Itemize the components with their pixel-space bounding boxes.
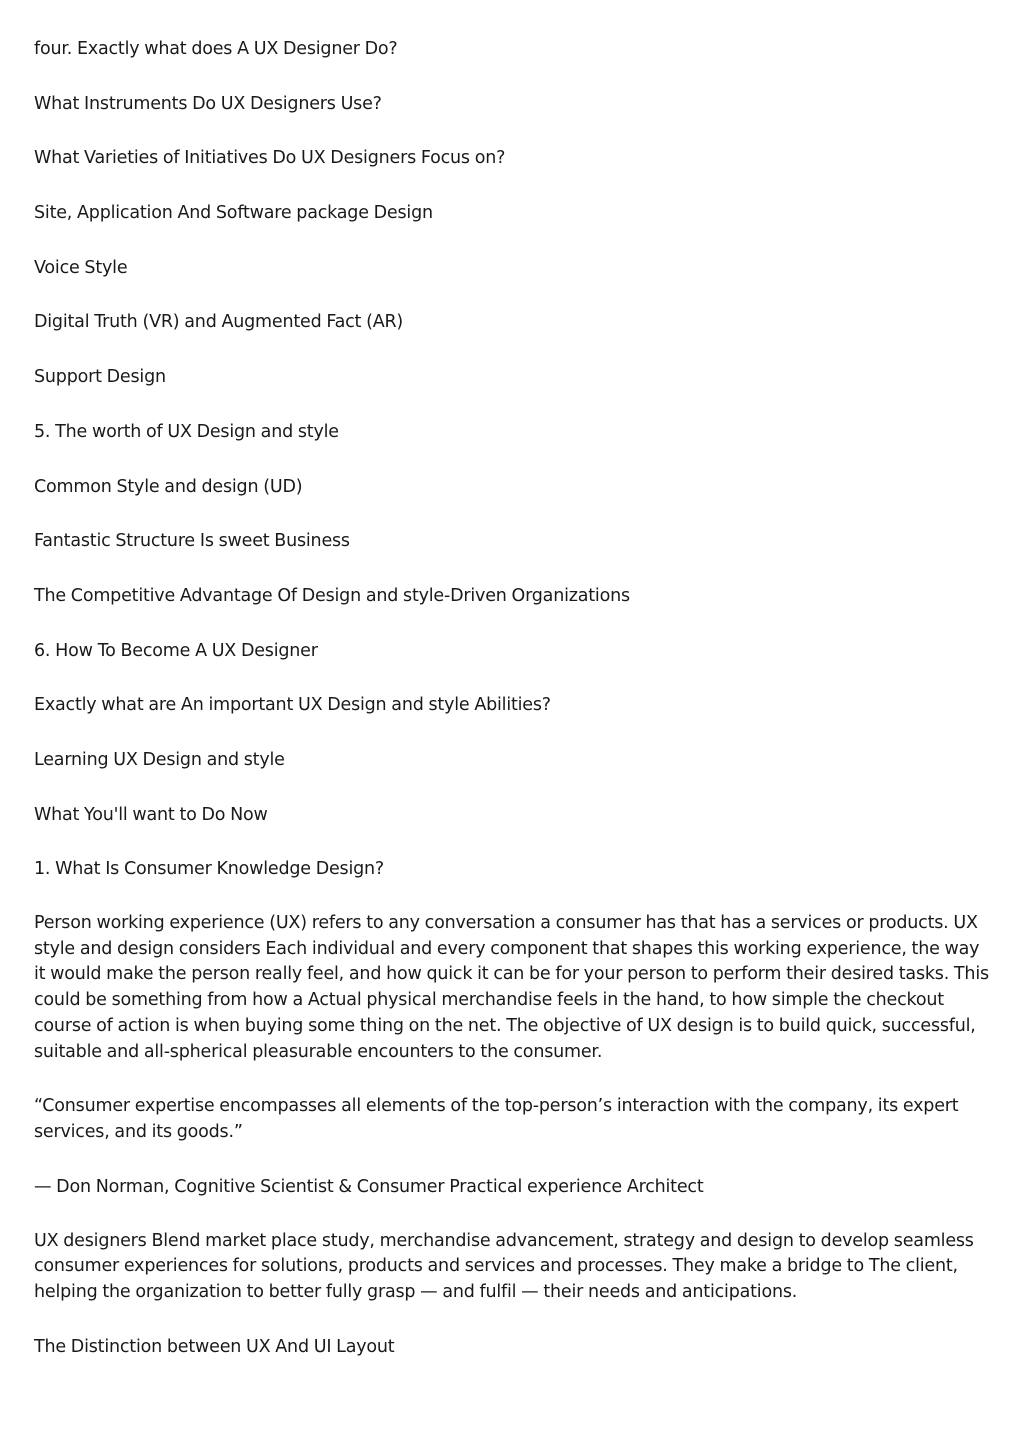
outline-item: four. Exactly what does A UX Designer Do? — [34, 39, 398, 59]
outline-item: What Varieties of Initiatives Do UX Designers Focus on? — [34, 148, 506, 169]
intro-paragraph: Person working experience (UX) refers to any conversation a consumer has that has a services or products. UX style and design considers Each individual and every component that shapes this working experience, the way it would make the person really feel, and how quick it can be for your person to perform their desired tasks. This could be something from how a Actual physical merchandise feels in the hand, to how simple the checkout course of action is when buying some thing on the net. The objective of UX design is to build quick, successful, suitable and all-spherical pleasurable encounters to the consumer. — [34, 913, 989, 1062]
outline-item: Digital Truth (VR) and Augmented Fact (AR) — [34, 312, 404, 333]
outline-item: What Instruments Do UX Designers Use? — [34, 93, 382, 114]
outline-item: The Competitive Advantage Of Design and style-Driven Organizations — [34, 585, 630, 606]
outline-item: 5. The worth of UX Design and style — [34, 421, 339, 442]
outline-item: 6. How To Become A UX Designer — [34, 640, 318, 661]
outline-item: Learning UX Design and style — [34, 749, 285, 770]
quote-attribution: — Don Norman, Cognitive Scientist & Consumer Practical experience Architect — [34, 1177, 704, 1197]
section-heading: 1. What Is Consumer Knowledge Design? — [34, 859, 385, 880]
document-body — [34, 36, 992, 1360]
designers-paragraph: UX designers Blend market place study, merchandise advancement, strategy and design to develop seamless consumer experiences for solutions, products and services and processes. They make a bridge to The client, helping the organization to better fully grasp — and fulfil — their needs and anticipations. — [34, 1230, 974, 1303]
section-heading: The Distinction between UX And UI Layout — [34, 1337, 395, 1358]
outline-item: Fantastic Structure Is sweet Business — [34, 531, 350, 552]
outline-item: Site, Application And Software package Design — [34, 203, 433, 224]
outline-item: Exactly what are An important UX Design and style Abilities? — [34, 695, 551, 716]
quote: “Consumer expertise encompasses all elements of the top-person’s interaction with the company, its expert services, and its goods.” — [34, 1095, 959, 1142]
outline-item: What You'll want to Do Now — [34, 804, 268, 825]
outline-item: Support Design — [34, 367, 166, 388]
outline-item: Voice Style — [34, 257, 128, 278]
outline-item: Common Style and design (UD) — [34, 476, 303, 497]
